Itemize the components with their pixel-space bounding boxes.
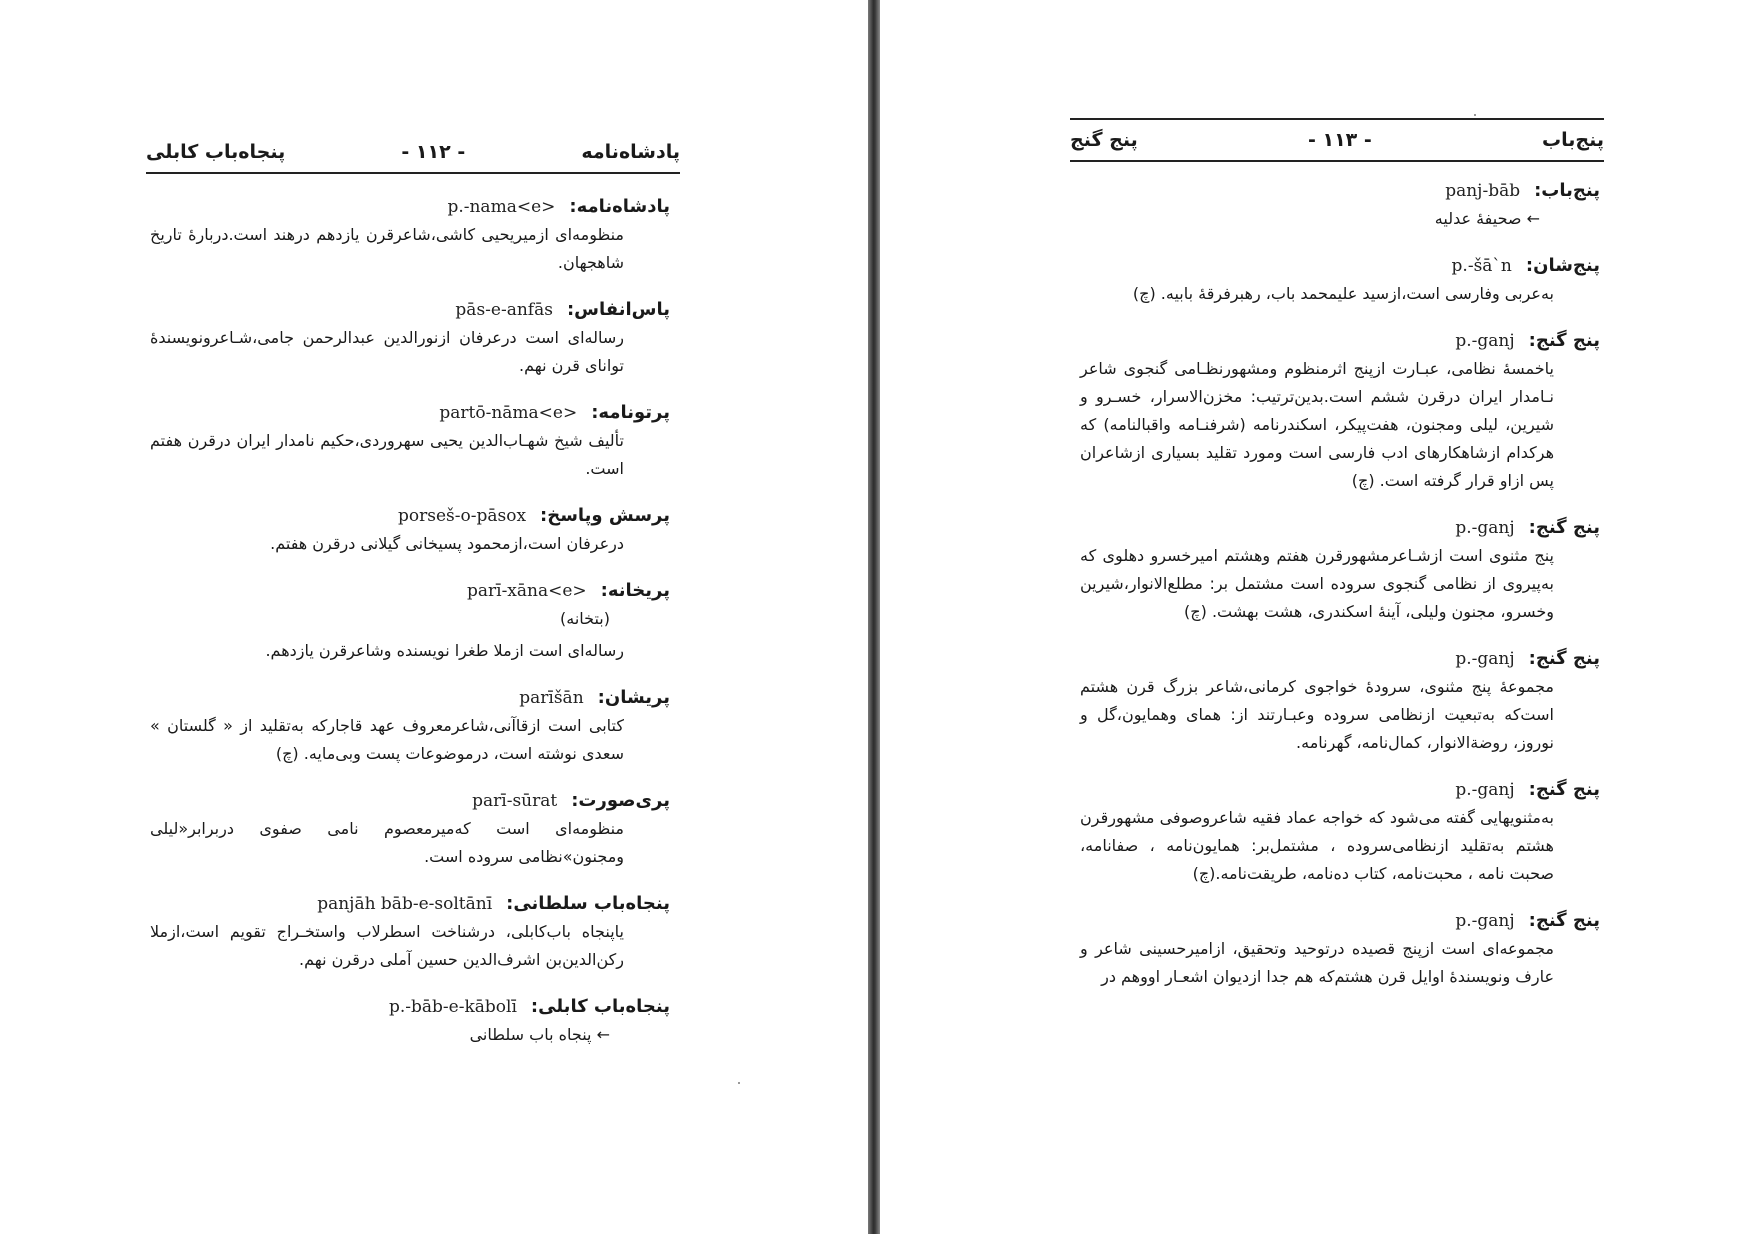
right-entries <box>1080 180 1600 1013</box>
transliteration: parīšān <box>519 688 584 708</box>
entry-text: مجموعه‌ای است ازپنج قصیده درتوحید وتحقیق، ازامیرحسینی شاعر و عارف ونویسندهٔ اوایل قرن هشتم‌که هم جدا ازدیوان اشعـار اووهم در <box>1080 939 1554 986</box>
entry <box>150 687 670 768</box>
entry-text: به‌مثنویهایی گفته می‌شود که خواجه عماد فقیه شاعروصوفی مشهورقرن هشتم به‌تقلید ازنظامی‌سروده ، مشتمل‌بر: همایون‌نامه ، صفانامه، صحبت نامه ، محبت‌نامه، کتاب ده‌نامه، طریقت‌نامه.(چ) <box>1080 808 1554 883</box>
transliteration: porseš-o-pāsox <box>398 506 527 526</box>
transliteration: p.-bāb-e-kābolī <box>389 997 517 1017</box>
headword: پادشاه‌نامه: <box>569 196 670 217</box>
headword: پنج گنج: <box>1528 910 1600 931</box>
left-page-header <box>146 132 680 174</box>
left-header-left: پنجاه‌باب کابلی <box>146 141 286 163</box>
transliteration: p.-ganj <box>1455 331 1515 351</box>
entry-text: کتابی است ازقاآنی،شاعرمعروف عهد قاجارکه به‌تقلید از « گلستان » سعدی نوشته است، درموضوعات پست وبی‌مایه. (چ) <box>150 716 624 763</box>
transliteration: parī-sūrat <box>472 791 558 811</box>
entry <box>150 893 670 974</box>
right-header-left: پنج گنج <box>1070 129 1138 151</box>
entry <box>1080 180 1600 233</box>
entry-text: منظومه‌ای ازمیریحیی کاشی،شاعرقرن یازدهم درهند است.دربارهٔ تاریخ شاهجهان. <box>150 225 624 272</box>
cross-reference: ← صحیفهٔ عدلیه <box>1434 209 1540 228</box>
entry <box>150 299 670 380</box>
entry-text: یاخمسهٔ نظامی، عبـارت ازپنج اثرمنظوم ومشهورنظـامی گنجوی شاعر نـامدار ایران درقرن ششم است.بدین‌ترتیب: مخزن‌الاسرار، خسـرو و شیرین، لیلی ومجنون، هفت‌پیکر، اسکندرنامه (شرفنـامه واقبالنامه) که هرکدام ازشاهکارهای ادب فارسی است ومورد تقلید بسیاری ازشاعران پس ازاو قرار گرفته است. (چ) <box>1080 359 1554 490</box>
scan-speck <box>1474 114 1476 116</box>
transliteration: p.-nama<e> <box>447 197 556 217</box>
headword: پنج‌باب: <box>1534 180 1600 201</box>
entry-text: به‌عربی وفارسی است،ازسید علیمحمد باب، رهبرفرقهٔ بابیه. (چ) <box>1132 284 1554 303</box>
entry-text: تألیف شیخ شهـاب‌الدین یحیی سهروردی،حکیم نامدار ایران درقرن هفتم است. <box>150 431 624 478</box>
headword: پریخانه: <box>600 580 670 601</box>
entry <box>1080 517 1600 626</box>
cross-reference: ← پنجاه باب سلطانی <box>469 1025 610 1044</box>
transliteration: partō-nāma<e> <box>439 403 578 423</box>
left-page <box>0 0 868 1234</box>
transliteration: parī-xāna<e> <box>466 581 587 601</box>
entry <box>1080 779 1600 888</box>
entry-text: رساله‌ای است درعرفان ازنورالدین عبدالرحمن جامی،شـاعرونویسندهٔ توانای قرن نهم. <box>150 328 624 375</box>
entry <box>1080 330 1600 495</box>
entry-text: پنج مثنوی است ازشـاعرمشهورقرن هفتم وهشتم امیرخسرو دهلوی که به‌پیروی از نظامی گنجوی سروده است مشتمل بر: مطلع‌الانوار،شیرین وخسرو، مجنون ولیلی، آینهٔ اسکندری، هشت بهشت. (چ) <box>1080 546 1554 621</box>
headword: پریشان: <box>597 687 670 708</box>
entry-subtext: (بتخانه) <box>560 609 610 628</box>
headword: پنج گنج: <box>1528 517 1600 538</box>
book-gutter <box>868 0 880 1234</box>
entry-text: یاپنجاه باب‌کابلی، درشناخت اسطرلاب واستخـراج تقویم است،ازملا رکن‌الدین‌بن اشرف‌الدین حسین آملی درقرن نهم. <box>150 922 624 969</box>
headword: پرتونامه: <box>591 402 670 423</box>
transliteration: pās-e-anfās <box>455 300 553 320</box>
transliteration: p.-ganj <box>1455 780 1515 800</box>
left-header-right: پادشاه‌نامه <box>581 141 680 163</box>
right-page-header <box>1070 118 1604 162</box>
headword: پرسش وپاسخ: <box>540 505 670 526</box>
headword: پنج‌شان: <box>1525 255 1600 276</box>
left-page-number: - ۱۱۲ - <box>401 141 466 163</box>
right-page-number: - ۱۱۳ - <box>1307 129 1372 151</box>
left-entries <box>150 196 670 1071</box>
headword: پنج گنج: <box>1528 779 1600 800</box>
entry <box>150 196 670 277</box>
headword: پاس‌انفاس: <box>566 299 670 320</box>
transliteration: p.-ganj <box>1455 518 1515 538</box>
entry <box>1080 255 1600 308</box>
entry <box>150 580 670 665</box>
entry <box>1080 910 1600 991</box>
headword: پری‌صورت: <box>571 790 670 811</box>
entry <box>150 505 670 558</box>
headword: پنجاه‌باب کابلی: <box>530 996 670 1017</box>
entry-text: منظومه‌ای است که‌میرمعصوم نامی صفوی دربرابر«لیلی ومجنون»نظامی سروده است. <box>150 819 624 866</box>
right-page <box>880 0 1746 1234</box>
transliteration: panj-bāb <box>1445 181 1521 201</box>
entry-text: مجموعهٔ پنج مثنوی، سرودهٔ خواجوی کرمانی،شاعر بزرگ قرن هشتم است‌که به‌تبعیت ازنظامی سروده وعبـارتند از: همای وهمایون،گل و نوروز، روضة‌الانوار، کمال‌نامه، گهرنامه. <box>1080 677 1554 752</box>
entry <box>150 402 670 483</box>
right-header-right: پنج‌باب <box>1542 129 1604 151</box>
entry <box>150 790 670 871</box>
scan-speck <box>738 1082 740 1084</box>
entry-text: رساله‌ای است ازملا طغرا نویسنده وشاعرقرن یازدهم. <box>265 641 624 660</box>
entry-text: درعرفان است،ازمحمود پسیخانی گیلانی درقرن هفتم. <box>270 534 624 553</box>
headword: پنج گنج: <box>1528 648 1600 669</box>
transliteration: panjāh bāb-e-soltānī <box>317 894 493 914</box>
transliteration: p.-ganj <box>1455 649 1515 669</box>
transliteration: p.-ganj <box>1455 911 1515 931</box>
entry <box>1080 648 1600 757</box>
transliteration: p.-šā`n <box>1451 256 1512 276</box>
headword: پنجاه‌باب سلطانی: <box>506 893 670 914</box>
headword: پنج گنج: <box>1528 330 1600 351</box>
entry <box>150 996 670 1049</box>
